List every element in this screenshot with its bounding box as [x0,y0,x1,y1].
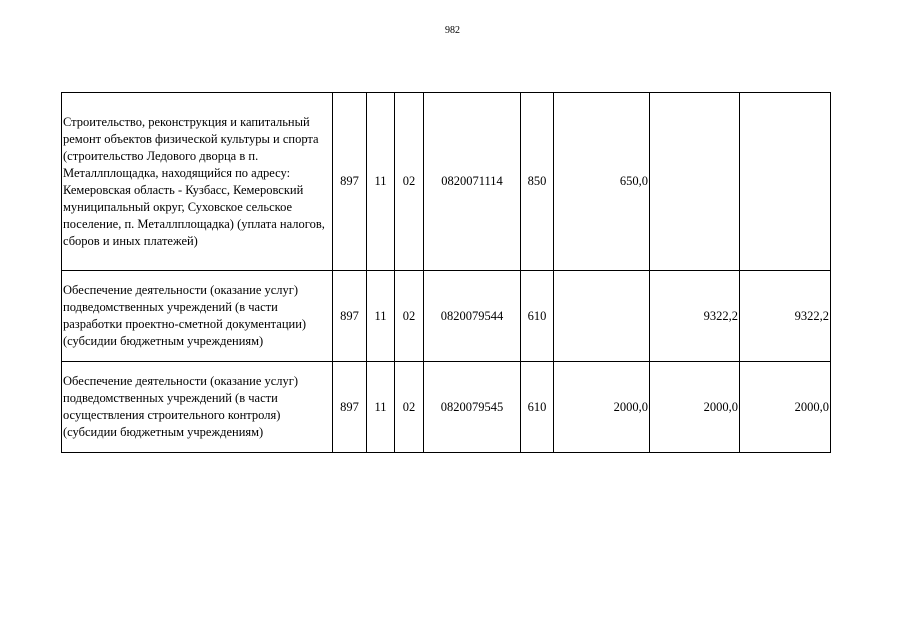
table-row [62,271,831,362]
sum-year-1: 650,0 [554,93,650,271]
sum-year-2: 2000,0 [650,362,740,453]
sum-year-3: 2000,0 [740,362,831,453]
table-row [62,93,831,271]
sum-year-3 [740,93,831,271]
subsection-code: 02 [395,93,424,271]
row-description: Обеспечение деятельности (оказание услуг) подведомственных учреждений (в части осуществления строительного контроля) (субсидии бюджетным учреждениям) [62,362,333,453]
section-code: 11 [367,271,395,362]
subsection-code: 02 [395,271,424,362]
subsection-code: 02 [395,362,424,453]
target-article-code: 0820079545 [424,362,521,453]
target-article-code: 0820079544 [424,271,521,362]
section-code: 11 [367,93,395,271]
target-article-code: 0820071114 [424,93,521,271]
expense-type-code: 610 [521,362,554,453]
ministry-code: 897 [333,271,367,362]
sum-year-1 [554,271,650,362]
expense-type-code: 610 [521,271,554,362]
ministry-code: 897 [333,93,367,271]
sum-year-2: 9322,2 [650,271,740,362]
sum-year-2 [650,93,740,271]
row-description: Строительство, реконструкция и капитальный ремонт объектов физической культуры и спорта (строительство Ледового дворца в п. Металлплощадка, находящийся по адресу: Кемеровская область - Кузбасс, Кемеровский муниципальный округ, Суховское сельское поселение, п. Металлплощадка) (уплата налогов, сборов и иных платежей) [62,93,333,271]
budget-table [61,92,831,453]
expense-type-code: 850 [521,93,554,271]
sum-year-1: 2000,0 [554,362,650,453]
ministry-code: 897 [333,362,367,453]
section-code: 11 [367,362,395,453]
page-number: 982 [445,25,460,36]
row-description: Обеспечение деятельности (оказание услуг) подведомственных учреждений (в части разработки проектно-сметной документации) (субсидии бюджетным учреждениям) [62,271,333,362]
table-row [62,362,831,453]
sum-year-3: 9322,2 [740,271,831,362]
